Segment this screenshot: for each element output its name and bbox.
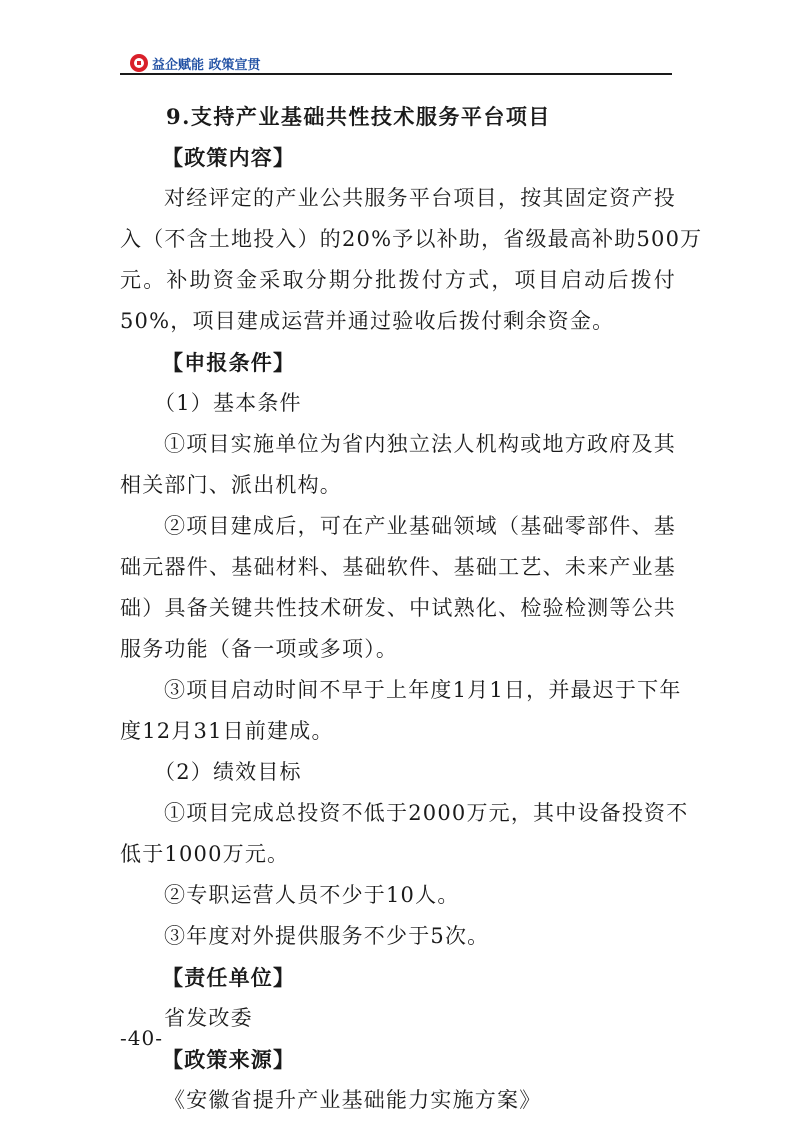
source-text: 《安徽省提升产业基础能力实施方案》 [164, 1088, 542, 1112]
target-line: ③年度对外提供服务不少于5次。 [164, 924, 490, 948]
document-body [120, 96, 703, 1121]
condition-line: 相关部门、派出机构。 [120, 473, 342, 497]
condition-line: 础元器件、基础材料、基础软件、基础工艺、未来产业基 [120, 555, 676, 579]
condition-line: 度12月31日前建成。 [120, 719, 334, 743]
basic-conditions-label: （1）基本条件 [154, 391, 302, 415]
condition-line: 服务功能（备一项或多项）。 [120, 637, 399, 661]
policy-content-heading: 【政策内容】 [162, 145, 296, 170]
target-line: ②专职运营人员不少于10人。 [164, 883, 460, 907]
brand-text: 益企赋能 政策宣贯 [152, 57, 261, 73]
policy-content-line: 对经评定的产业公共服务平台项目，按其固定资产投 [164, 186, 676, 210]
source-heading: 【政策来源】 [162, 1047, 296, 1072]
page-header [130, 53, 261, 73]
policy-content-line: 入（不含土地投入）的20%予以补助，省级最高补助500万 [120, 227, 703, 251]
performance-label: （2）绩效目标 [154, 760, 302, 784]
document-title: 9.支持产业基础共性技术服务平台项目 [166, 104, 551, 129]
company-logo-icon [130, 54, 148, 72]
conditions-heading: 【申报条件】 [162, 350, 296, 375]
responsible-unit: 省发改委 [164, 1006, 253, 1030]
policy-content-line: 50%，项目建成运营并通过验收后拨付剩余资金。 [120, 309, 615, 333]
policy-content-line: 元。补助资金采取分期分批拨付方式，项目启动后拨付 [120, 268, 676, 292]
responsible-heading: 【责任单位】 [162, 965, 296, 990]
target-line: 低于1000万元。 [120, 842, 290, 866]
condition-line: 础）具备关键共性技术研发、中试熟化、检验检测等公共 [120, 596, 676, 620]
header-divider [120, 73, 672, 75]
target-line: ①项目完成总投资不低于2000万元，其中设备投资不 [164, 801, 689, 825]
condition-line: ②项目建成后，可在产业基础领域（基础零部件、基 [164, 514, 676, 538]
condition-line: ③项目启动时间不早于上年度1月1日，并最迟于下年 [164, 678, 682, 702]
condition-line: ①项目实施单位为省内独立法人机构或地方政府及其 [164, 432, 676, 456]
page-number: -40- [120, 1026, 163, 1050]
